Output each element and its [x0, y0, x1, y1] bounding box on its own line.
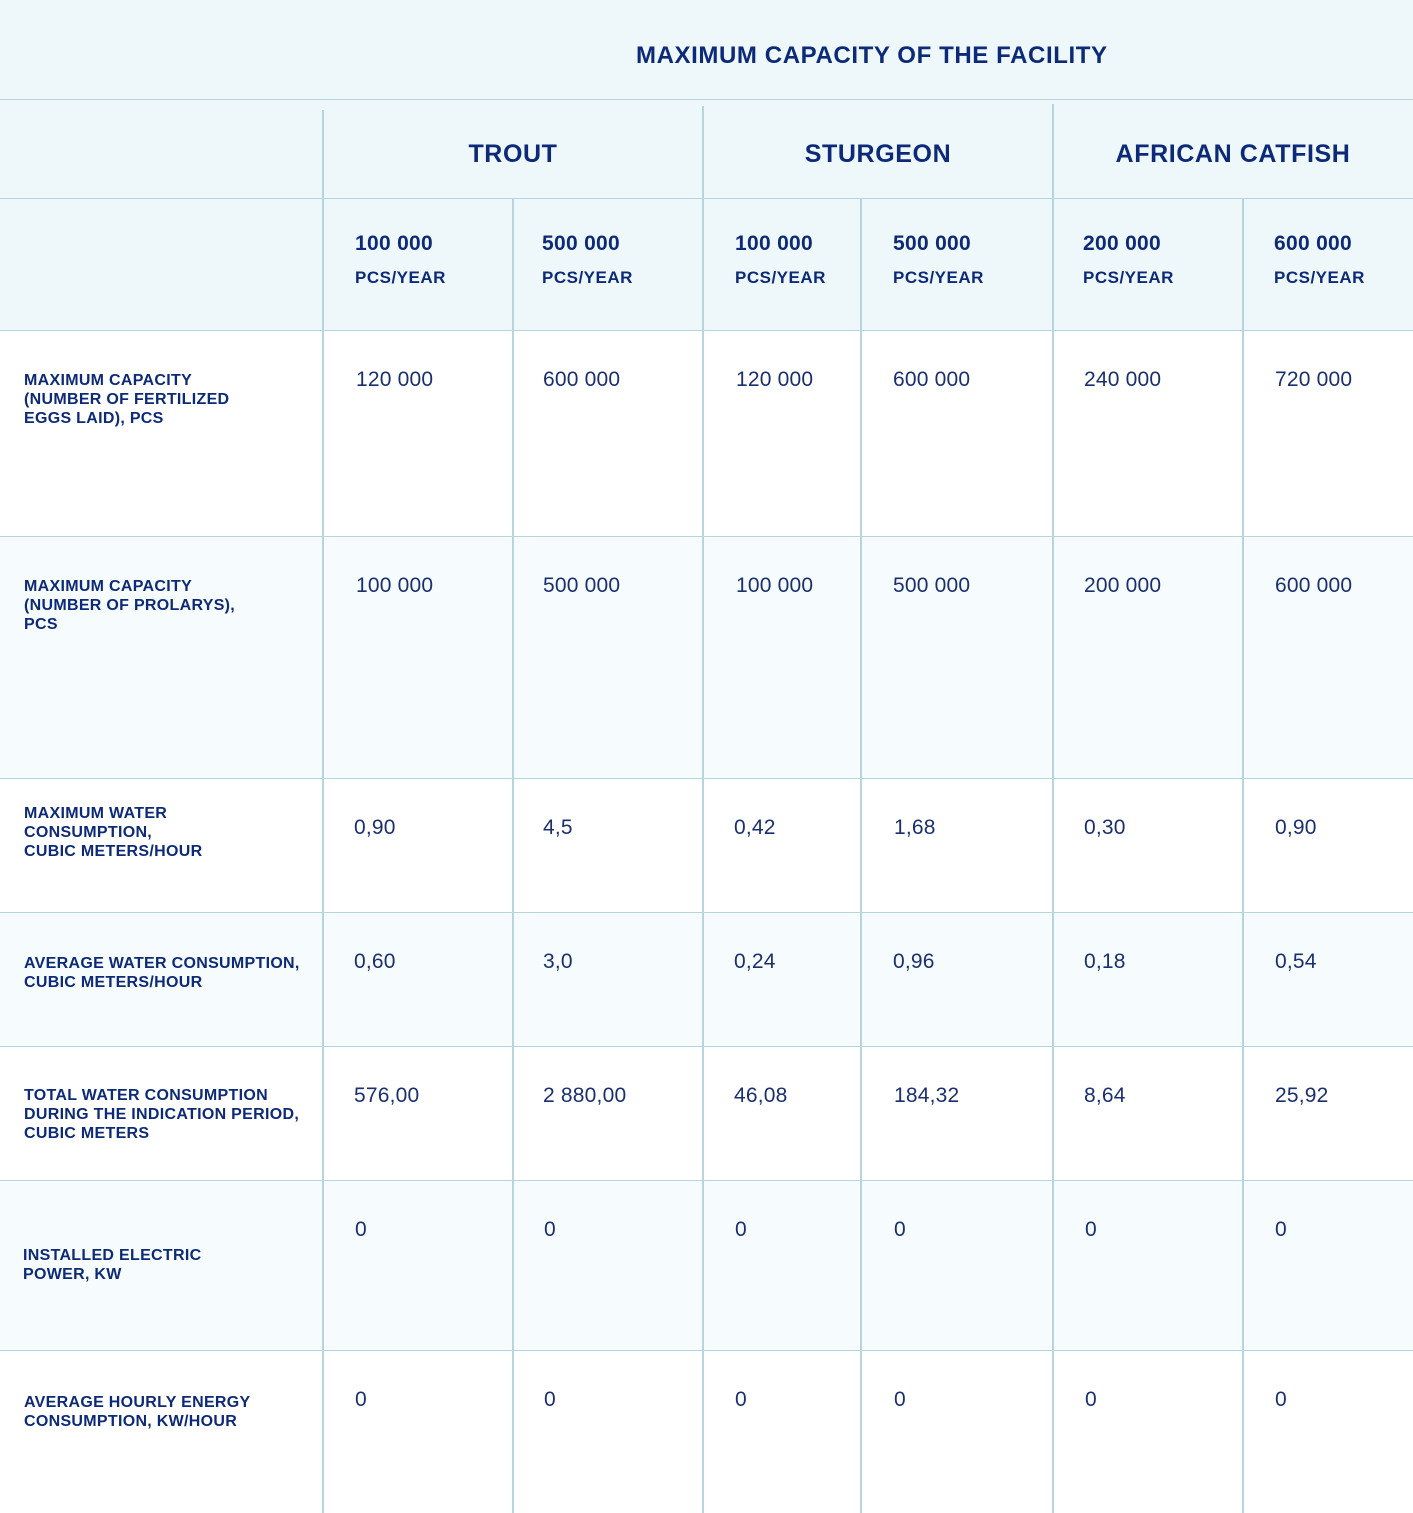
volume-header: [355, 232, 446, 288]
table-cell: 720 000: [1275, 368, 1353, 391]
table-cell: 576,00: [354, 1084, 420, 1107]
table-cell: 500 000: [543, 574, 621, 597]
table-cell: 0,54: [1275, 950, 1317, 973]
table-cell: 0: [355, 1218, 367, 1241]
table-cell: 120 000: [736, 368, 814, 391]
column-divider: [512, 199, 514, 1513]
table-cell: 600 000: [893, 368, 971, 391]
row-label-energy-consumption: AVERAGE HOURLY ENERGY CONSUMPTION, KW/HOUR: [24, 1394, 251, 1430]
column-divider: [860, 199, 862, 1513]
column-divider: [1052, 104, 1054, 1513]
row-label-total-water: TOTAL WATER CONSUMPTION DURING THE INDICATION PERIOD, CUBIC METERS: [24, 1087, 300, 1142]
row-label-electric-power: INSTALLED ELECTRIC POWER, KW: [23, 1247, 202, 1283]
table-cell: 0: [1275, 1388, 1287, 1411]
volume-unit: PCS/YEAR: [1274, 268, 1365, 287]
table-cell: 0: [1085, 1388, 1097, 1411]
volume-header: [1274, 232, 1365, 288]
species-header-trout: TROUT: [468, 140, 558, 168]
table-cell: 120 000: [356, 368, 434, 391]
table-cell: 0,90: [354, 816, 396, 839]
volume-amount: 600 000: [1274, 232, 1353, 255]
table-cell: 100 000: [736, 574, 814, 597]
table-cell: 3,0: [543, 950, 573, 973]
table-cell: 25,92: [1275, 1084, 1329, 1107]
table-cell: 100 000: [356, 574, 434, 597]
table-cell: 600 000: [1275, 574, 1353, 597]
table-cell: 0,96: [893, 950, 935, 973]
volume-amount: 500 000: [893, 232, 972, 255]
table-cell: 0: [894, 1218, 906, 1241]
volume-amount: 200 000: [1083, 232, 1162, 255]
table-cell: 0: [544, 1388, 556, 1411]
row-label-fertilized-eggs: MAXIMUM CAPACITY (NUMBER OF FERTILIZED EGGS LAID), PCS: [24, 372, 230, 427]
table-cell: 0,90: [1275, 816, 1317, 839]
row-band-1: [0, 331, 1413, 537]
column-divider: [1242, 199, 1244, 1513]
volume-amount: 500 000: [542, 232, 621, 255]
table-cell: 0: [1085, 1218, 1097, 1241]
table-cell: 0: [355, 1388, 367, 1411]
table-cell: 8,64: [1084, 1084, 1126, 1107]
table-cell: 0: [735, 1218, 747, 1241]
table-cell: 1,68: [894, 816, 936, 839]
row-label-avg-water: AVERAGE WATER CONSUMPTION, CUBIC METERS/HOUR: [24, 955, 300, 991]
table-title: MAXIMUM CAPACITY OF THE FACILITY: [636, 42, 1108, 69]
table-cell: 4,5: [543, 816, 573, 839]
volume-header: [893, 232, 984, 288]
table-cell: 184,32: [894, 1084, 960, 1107]
volume-unit: PCS/YEAR: [735, 268, 826, 287]
table-cell: 600 000: [543, 368, 621, 391]
volume-header-band: [0, 199, 1413, 331]
table-cell: 2 880,00: [543, 1084, 627, 1107]
volume-header: [1083, 232, 1174, 288]
table-cell: 0,60: [354, 950, 396, 973]
row-label-prolarvae: MAXIMUM CAPACITY (NUMBER OF PROLARYS), PCS: [24, 578, 236, 633]
table-cell: 0: [1275, 1218, 1287, 1241]
table-cell: 240 000: [1084, 368, 1162, 391]
table-cell: 46,08: [734, 1084, 788, 1107]
column-divider: [322, 110, 324, 1513]
volume-unit: PCS/YEAR: [542, 268, 633, 287]
row-band-7: [0, 1351, 1413, 1513]
table-cell: 0,30: [1084, 816, 1126, 839]
row-band-2: [0, 537, 1413, 779]
table-cell: 0: [544, 1218, 556, 1241]
table-cell: 200 000: [1084, 574, 1162, 597]
volume-header: [542, 232, 633, 288]
table-cell: 500 000: [893, 574, 971, 597]
row-label-max-water: MAXIMUM WATER CONSUMPTION, CUBIC METERS/HOUR: [24, 805, 203, 860]
volume-header: [735, 232, 826, 288]
volume-unit: PCS/YEAR: [355, 268, 446, 287]
volume-amount: 100 000: [735, 232, 814, 255]
column-divider: [702, 106, 704, 1513]
table-cell: 0,42: [734, 816, 776, 839]
volume-unit: PCS/YEAR: [893, 268, 984, 287]
species-header-african-catfish: AFRICAN CATFISH: [1115, 140, 1351, 168]
table-cell: 0,18: [1084, 950, 1126, 973]
table-cell: 0,24: [734, 950, 776, 973]
volume-amount: 100 000: [355, 232, 434, 255]
volume-unit: PCS/YEAR: [1083, 268, 1174, 287]
table-cell: 0: [735, 1388, 747, 1411]
species-header-sturgeon: STURGEON: [804, 140, 952, 168]
table-cell: 0: [894, 1388, 906, 1411]
